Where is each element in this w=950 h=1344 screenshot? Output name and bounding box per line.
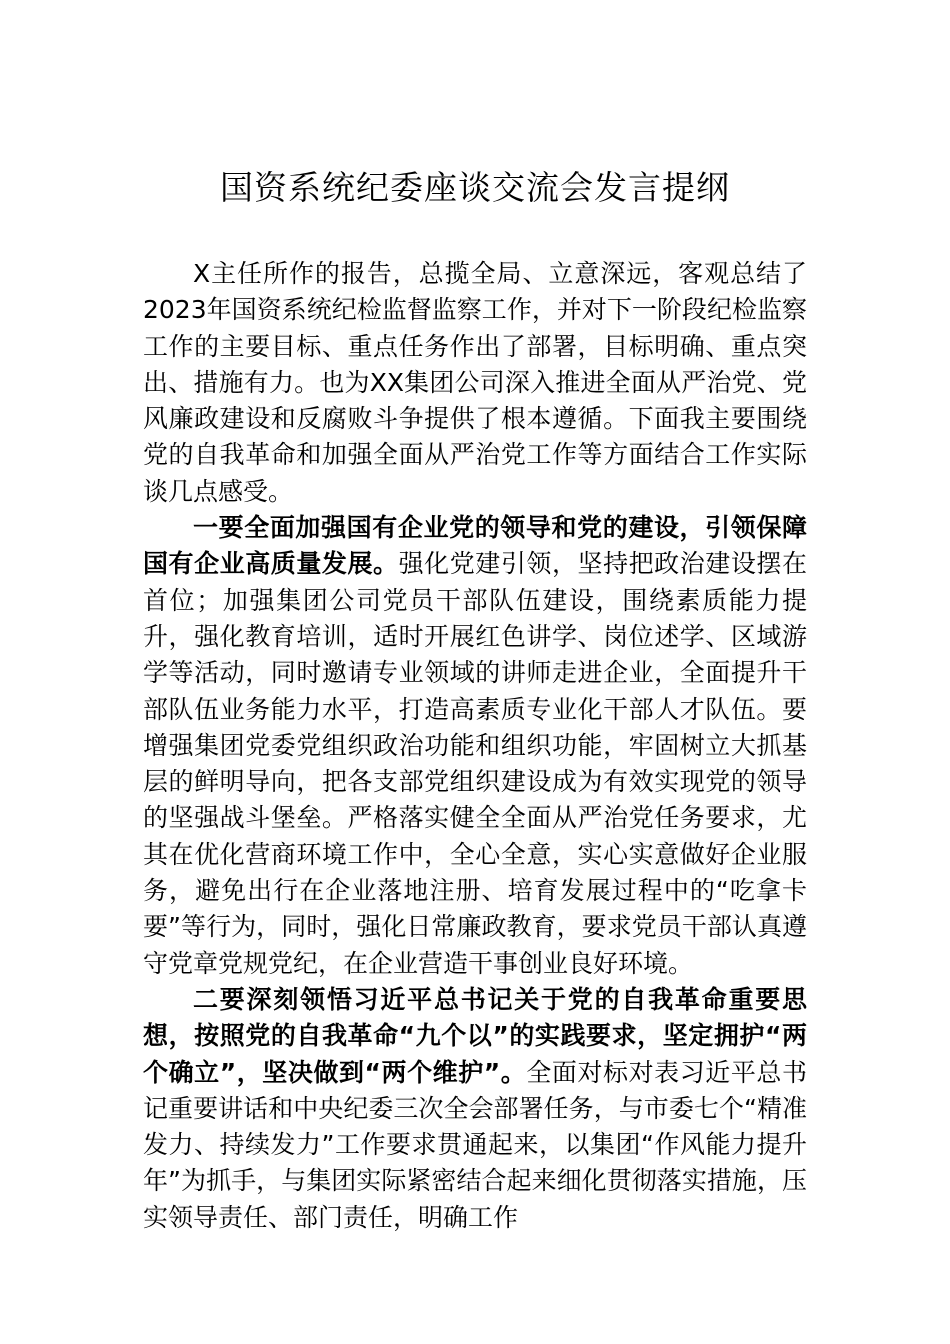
paragraph-text: X主任所作的报告，总揽全局、立意深远，客观总结了2023年国资系统纪检监督监察工作，并对下一阶段纪检监察工作的主要目标、重点任务作出了部署，目标明确、重点突出、措施有力。也为XX集团公司深入推进全面从严治党、党风廉政建设和反腐败斗争提供了根本遵循。下面我主要围绕党的自我革命和加强全面从严治党工作等方面结合工作实际谈几点感受。 — [143, 259, 807, 506]
paragraph-lead: 二要深刻领悟习近平总书记关于党的自我革命重要思想，按照党的自我革命“九个以”的实践要求，坚定拥护“两个确立”，坚决做到“两个维护”。 — [143, 984, 807, 1087]
paragraph-text: 强化党建引领，坚持把政治建设摆在首位；加强集团公司党员干部队伍建设，围绕素质能力提升，强化教育培训，适时开展红色讲学、岗位述学、区域游学等活动，同时邀请专业领域的讲师走进企业，全面提升干部队伍业务能力水平，打造高素质专业化干部人才队伍。要增强集团党委党组织政治功能和组织功能，牢固树立大抓基层的鲜明导向，把各支部党组织建设成为有效实现党的领导的坚强战斗堡垒。严格落实健全全面从严治党任务要求，尤其在优化营商环境工作中，全心全意，实心实意做好企业服务，避免出行在企业落地注册、培育发展过程中的“吃拿卡要”等行为，同时，强化日常廉政教育，要求党员干部认真遵守党章党规党纪，在企业营造干事创业良好环境。 — [143, 549, 807, 978]
document-body — [143, 256, 807, 1236]
paragraph-text: 全面对标对表习近平总书记重要讲话和中央纪委三次全会部署任务，与市委七个“精准发力、持续发力”工作要求贯通起来，以集团“作风能力提升年”为抓手，与集团实际紧密结合起来细化贯彻落实措施，压实领导责任、部门责任，明确工作 — [143, 1057, 807, 1232]
paragraph-lead: 一要全面加强国有企业党的领导和党的建设，引领保障国有企业高质量发展。 — [143, 513, 807, 579]
paragraph-intro — [143, 256, 807, 510]
paragraph-point-one — [143, 510, 807, 982]
paragraph-point-two — [143, 982, 807, 1236]
document-title: 国资系统纪委座谈交流会发言提纲 — [220, 168, 730, 207]
